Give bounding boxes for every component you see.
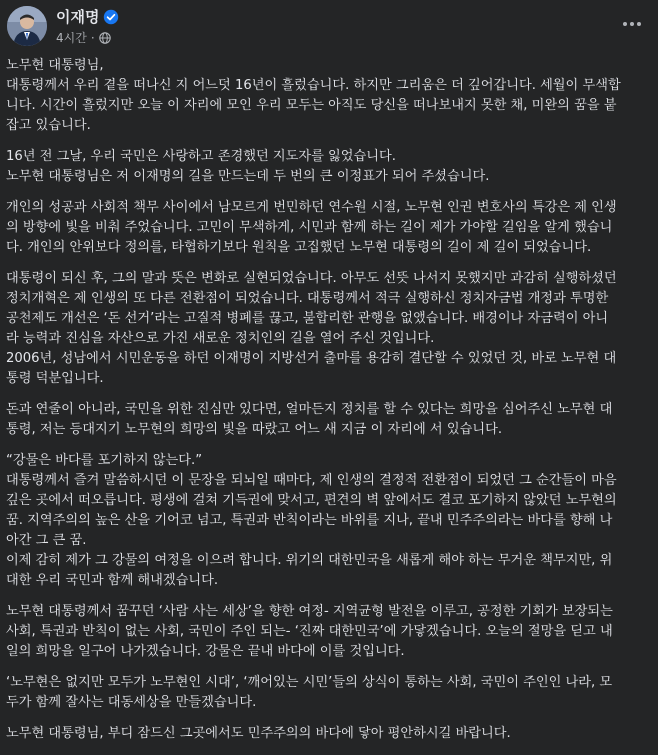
author-name[interactable] [56, 6, 119, 27]
post-text-line: 의 방향에 빛을 비춰 주었습니다. 고민이 무색하게, 시민과 함께 하는 길이 제가 가야할 길임을 알게 했습니 [6, 220, 613, 235]
post-text-line: 대통령께서 우리 곁을 떠나신 지 어느덧 16년이 흘렀습니다. 하지만 그리움은 더 깊어갑니다. 세월이 무색합 [6, 78, 621, 93]
author-name-text[interactable]: 이재명 [56, 8, 100, 26]
post-text-line: 일의 희망을 일구어 나가겠습니다. 강물은 끝내 바다에 이를 것입니다. [6, 644, 405, 659]
post-text-line: 노무현 대통령님, 부디 잠드신 그곳에서도 민주주의의 바다에 닿아 평안하시길 바랍니다. [6, 726, 511, 741]
post-text-line: 개인의 성공과 사회적 책무 사이에서 남모르게 번민하던 연수원 시절, 노무현 인권 변호사의 특강은 제 인생 [6, 200, 617, 215]
meta-separator: · [90, 30, 95, 45]
post-meta [56, 29, 111, 46]
post-text-line: 노무현 대통령님은 저 이재명의 길을 만드는데 두 번의 큰 이정표가 되어 주셨습니다. [6, 169, 490, 184]
post-text-line: ‘노무현은 없지만 모두가 노무현인 시대’, ‘깨어있는 시민’들의 상식이 통하는 사회, 국민이 주인인 나라, 모 [6, 675, 613, 690]
post-text-line: 16년 전 그날, 우리 국민은 사랑하고 존경했던 지도자를 잃었습니다. [6, 149, 396, 164]
post-paragraph [6, 147, 652, 187]
post-text-line: 이제 감히 제가 그 강물의 여정을 이으려 합니다. 위기의 대한민국을 새롭게 해야 하는 무거운 책무지만, 위 [6, 553, 613, 568]
post-paragraph [6, 198, 652, 258]
post-text-line: 2006년, 성남에서 시민운동을 하던 이재명이 지방선거 출마를 용감히 결단할 수 있었던 것, 바로 노무현 대 [6, 351, 617, 366]
post-paragraph [6, 602, 652, 662]
post-text-line: 니다. 시간이 흘렀지만 오늘 이 자리에 모인 우리 모두는 아직도 당신을 떠나보내지 못한 채, 미완의 꿈을 붙 [6, 98, 617, 113]
post-text-line: 꿈. 지역주의의 높은 산을 기어코 넘고, 특권과 반칙이라는 바위를 지나, 끝내 민주주의라는 바다를 향해 나 [6, 513, 613, 528]
post-paragraph [6, 269, 652, 389]
post-text-line: 돈과 연줄이 아니라, 국민을 위한 진심만 있다면, 얼마든지 정치를 할 수 있다는 희망을 심어주신 노무현 대 [6, 402, 613, 417]
post-paragraph [6, 451, 652, 591]
post-paragraph [6, 724, 652, 744]
post-text-line: 다. 개인의 안위보다 정의를, 타협하기보다 원칙을 고집했던 노무현 대통령의 길이 제 길이 되었습니다. [6, 240, 592, 255]
post-text-line: 아간 그 큰 꿈. [6, 533, 87, 548]
post-text-line: 사회, 특권과 반칙이 없는 사회, 국민이 주인 되는- ‘진짜 대한민국’에 가닿겠습니다. 오늘의 절망을 딛고 내 [6, 624, 613, 639]
post-text-line: 잡고 있습니다. [6, 118, 91, 133]
post-text-line: 공천제도 개선은 ‘돈 선거’라는 고질적 병폐를 끊고, 불합리한 관행을 없앴습니다. 배경이나 자금력이 아니 [6, 311, 609, 326]
post-text-line: 정치개혁은 제 인생의 또 다른 전환점이 되었습니다. 대통령께서 적극 실행하신 정치자금법 개정과 투명한 [6, 291, 609, 306]
post-text-line: 대통령께서 즐겨 말씀하시던 이 문장을 되뇌일 때마다, 제 인생의 결정적 전환점이 되었던 그 순간들이 마음 [6, 473, 617, 488]
post-text-line: 통령, 저는 등대지기 노무현의 희망의 빛을 따랐고 어느 새 지금 이 자리에 서 있습니다. [6, 422, 503, 437]
avatar[interactable] [7, 6, 47, 46]
post-text-line: 대통령이 되신 후, 그의 말과 뜻은 변화로 실현되었습니다. 아무도 선뜻 나서지 못했지만 과감히 실행하셨던 [6, 271, 617, 286]
post-text-line: 두가 함께 잘사는 대동세상을 만들겠습니다. [6, 695, 257, 710]
post-paragraph [6, 673, 652, 713]
globe-icon[interactable] [99, 32, 111, 44]
post-timestamp[interactable]: 4시간 [56, 31, 87, 45]
post-text-line: 노무현 대통령께서 꿈꾸던 ‘사람 사는 세상’을 향한 여정- 지역균형 발전을 이루고, 공정한 기회가 보장되는 [6, 604, 613, 619]
post-text-line: 대한 우리 국민과 함께 해내겠습니다. [6, 573, 219, 588]
post-text-line: “강물은 바다를 포기하지 않는다.” [6, 453, 203, 468]
post-text-line: 라 능력과 진심을 자산으로 가진 새로운 정치인의 길을 열어 주신 것입니다. [6, 331, 435, 346]
verified-badge-icon [103, 9, 119, 25]
post-text-line: 통령 덕분입니다. [6, 371, 104, 386]
post-paragraph [6, 56, 652, 136]
post-text-line: 노무현 대통령님, [6, 58, 104, 73]
post-header [0, 0, 658, 52]
post-paragraph [6, 400, 652, 440]
profile-photo [7, 6, 47, 46]
post-text-line: 깊은 곳에서 떠오릅니다. 평생에 걸쳐 기득권에 맞서고, 편견의 벽 앞에서도 결코 포기하지 않았던 노무현의 [6, 493, 617, 508]
post-body [6, 56, 652, 755]
more-options-icon[interactable] [618, 10, 646, 38]
